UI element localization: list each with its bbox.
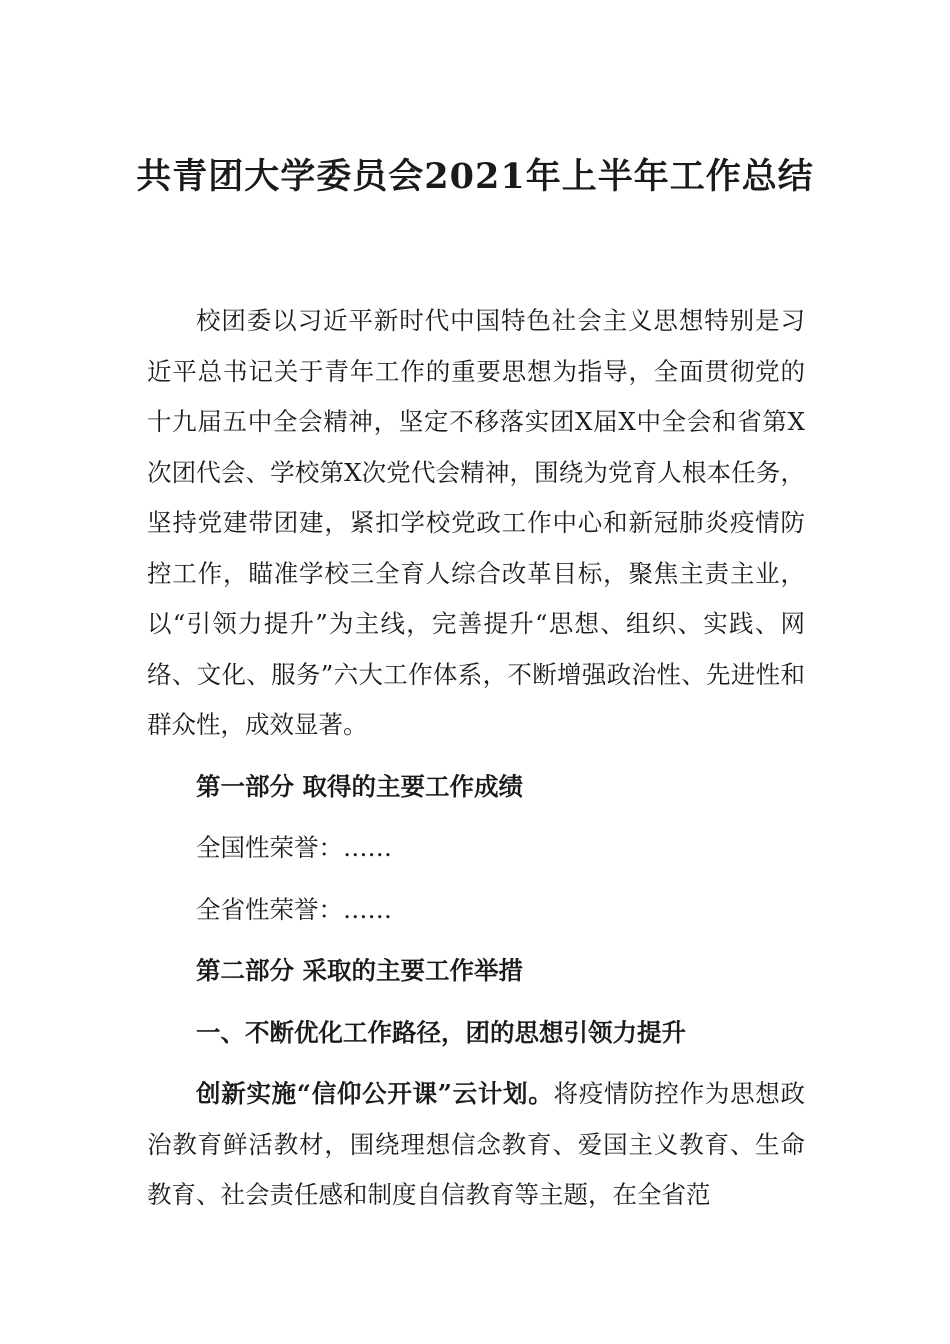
item1-body: 将疫情防控作为思想政治教育鲜活教材，围绕理想信念教育、爱国主义教育、生命教育、社会责任感和制度自信教育等主题，在全省范 xyxy=(147,1079,806,1209)
document-body xyxy=(147,296,805,1221)
part2-heading: 第二部分 采取的主要工作举措 xyxy=(196,956,524,985)
item1-paragraph xyxy=(147,1069,805,1221)
provincial-honors-line: 全省性荣誉：…… xyxy=(196,894,392,924)
part1-heading: 第一部分 取得的主要工作成绩 xyxy=(196,771,524,801)
document-title: 共青团大学委员会2021年上半年工作总结 xyxy=(136,156,814,197)
national-honors-line: 全国性荣誉：…… xyxy=(196,833,392,862)
section1-heading: 一、不断优化工作路径，团的思想引领力提升 xyxy=(196,1017,686,1047)
item1-lead: 创新实施“信仰公开课”云计划。 xyxy=(196,1079,554,1108)
intro-paragraph: 校团委以习近平新时代中国特色社会主义思想特别是习近平总书记关于青年工作的重要思想为指导，全面贯彻党的十九届五中全会精神，坚定不移落实团X届X中全会和省第X次团代会、学校第X次党代会精神，围绕为党育人根本任务，坚持党建带团建，紧扣学校党政工作中心和新冠肺炎疫情防控工作，瞄准学校三全育人综合改革目标，聚焦主责主业，以“引领力提升”为主线，完善提升“思想、组织、实践、网络、文化、服务”六大工作体系，不断增强政治性、先进性和群众性，成效显著。 xyxy=(147,306,805,739)
